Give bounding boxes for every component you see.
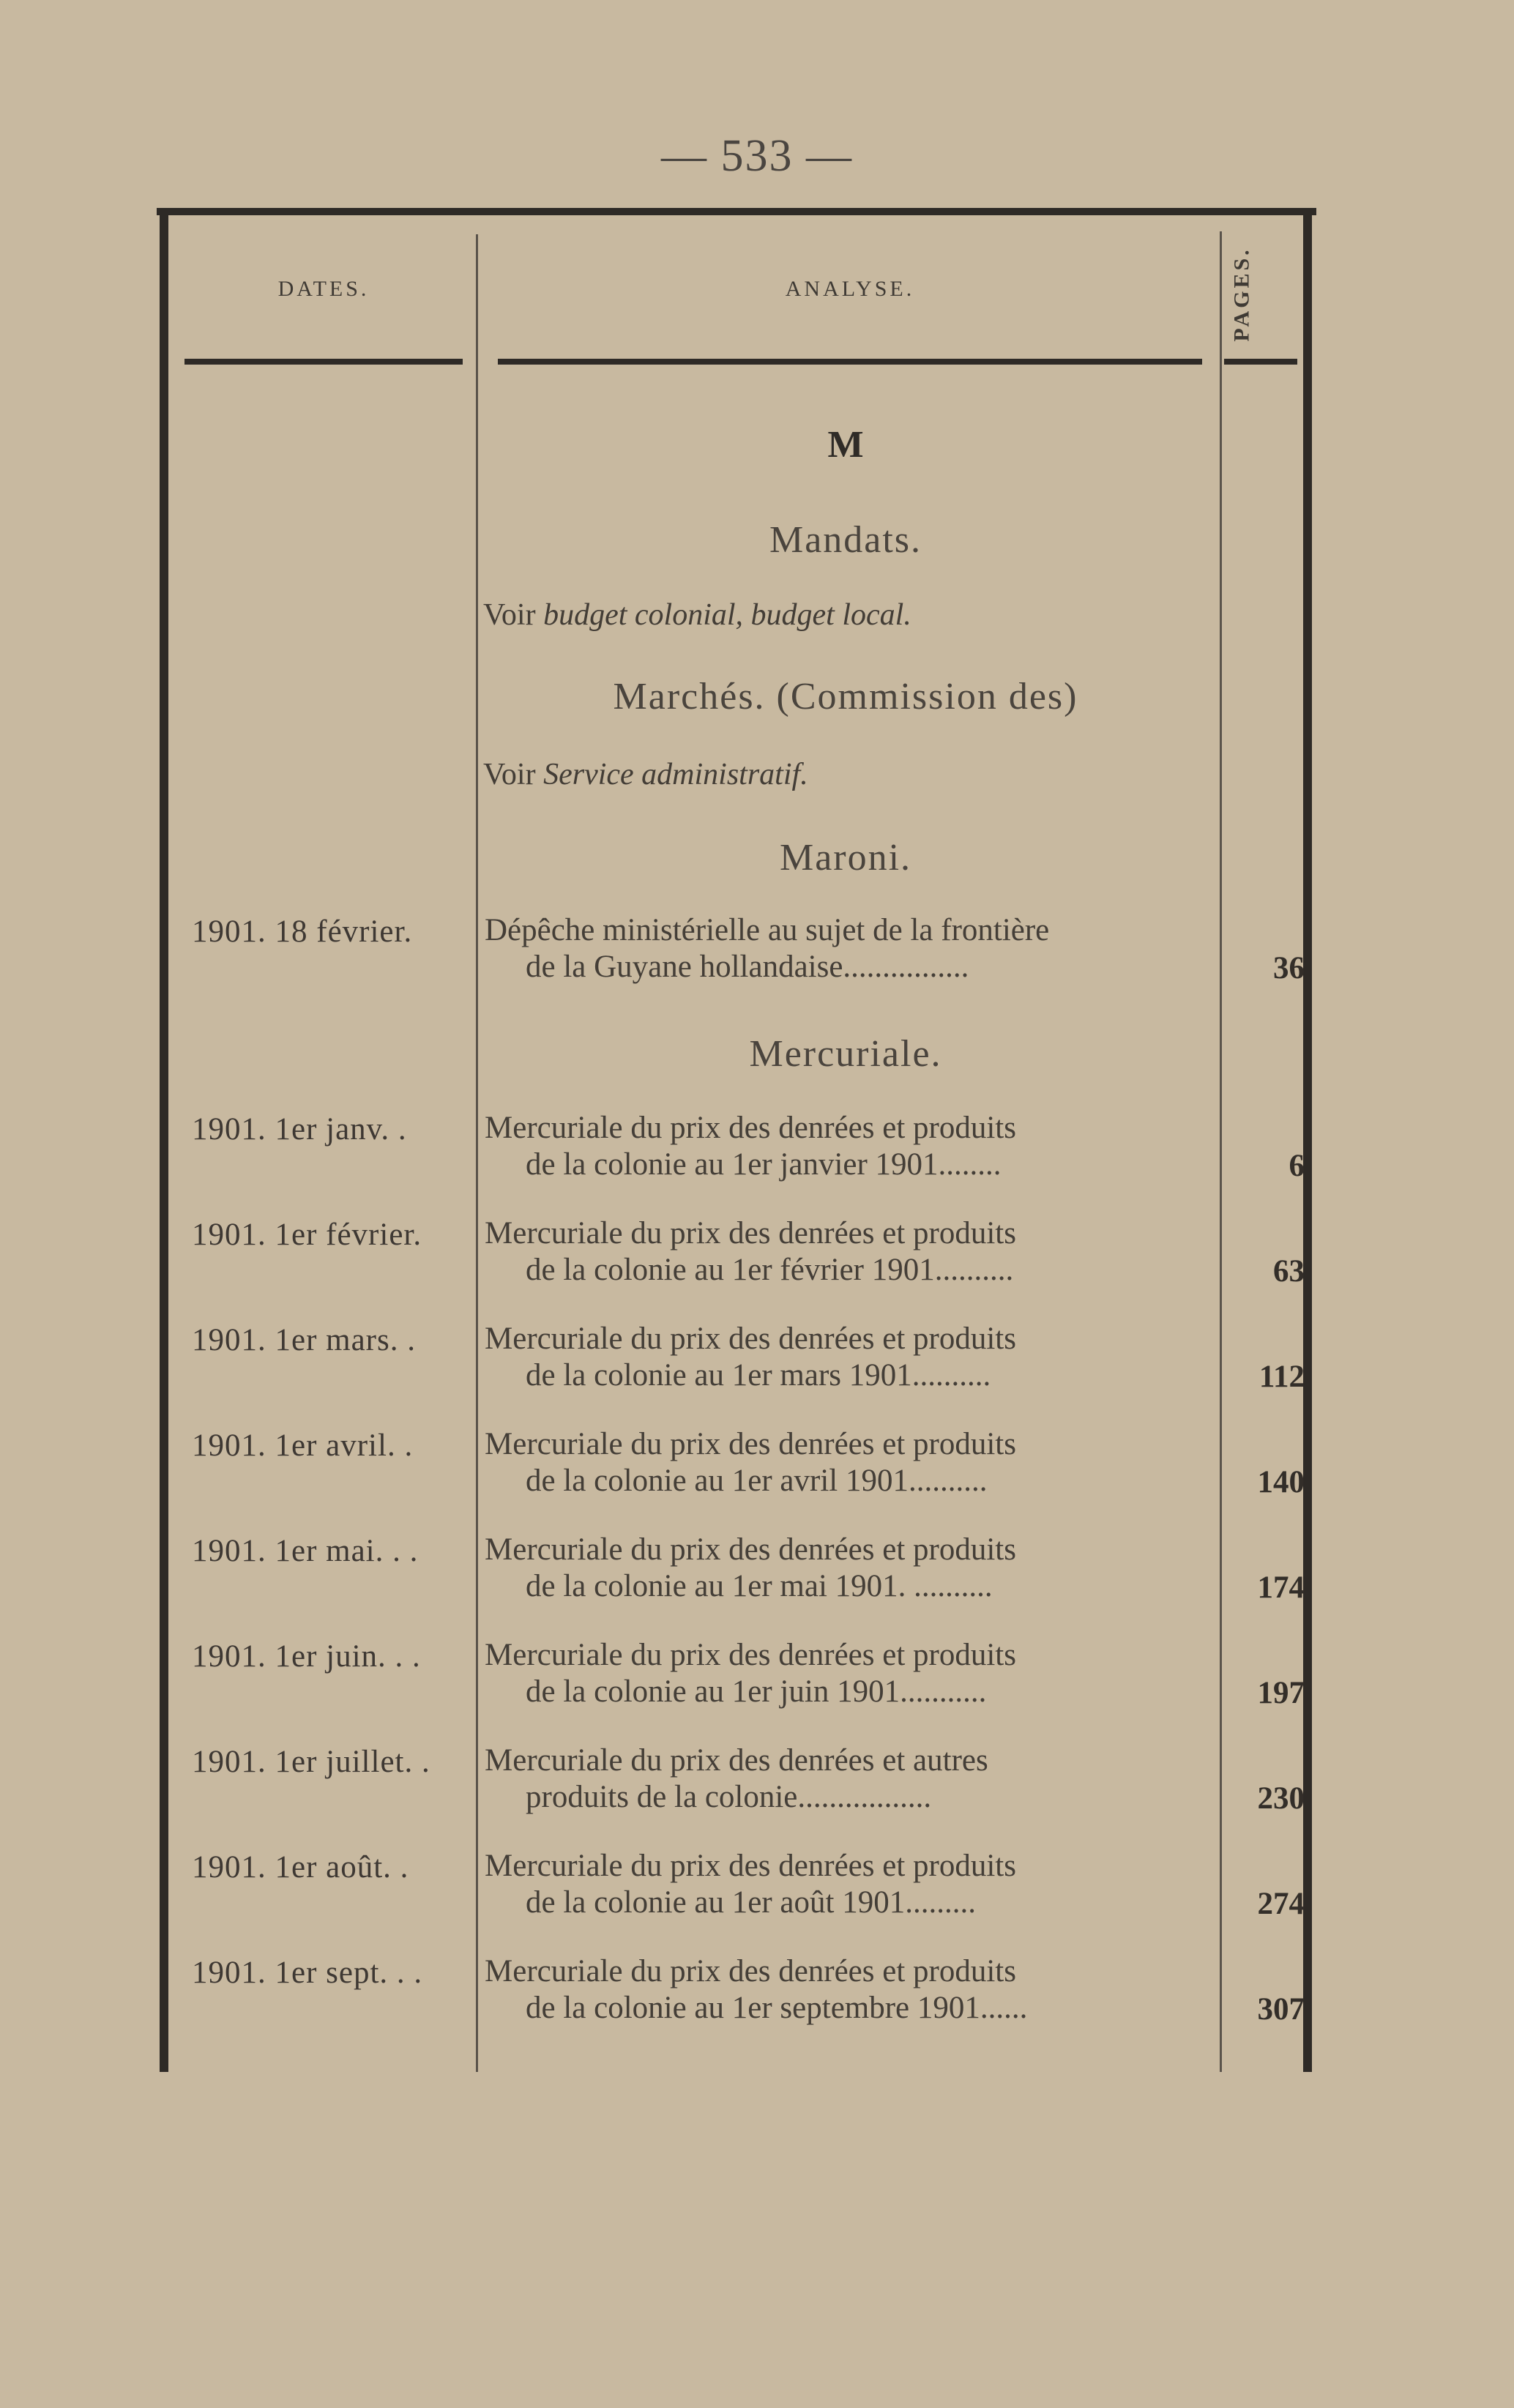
column-divider-dates — [476, 234, 478, 2072]
entry-text: Mercuriale du prix des denrées et autres produits de la colonie................. — [485, 1743, 988, 1814]
entry-text: Mercuriale du prix des denrées et produits de la colonie au 1er mars 1901.......... — [485, 1322, 1016, 1393]
entry-page: 307 — [1257, 1992, 1305, 2027]
entry-date: 1901. 1er mai. . . — [192, 1534, 419, 1568]
entry-date: 1901. 1er sept. . . — [192, 1956, 423, 1990]
entry-date: 1901. 1er avril. . — [192, 1428, 414, 1463]
table-left-rule — [160, 212, 168, 2072]
entry-text: Mercuriale du prix des denrées et produits de la colonie au 1er février 1901.......... — [485, 1216, 1016, 1287]
reference-mandats: Voir budget colonial, budget local. — [483, 598, 911, 632]
heading-mandats: Mandats. — [769, 519, 922, 561]
header-underline-dates — [184, 359, 463, 365]
header-analyse: ANALYSE. — [785, 277, 915, 301]
entry-date: 1901. 1er février. — [192, 1218, 422, 1252]
entry-text: Mercuriale du prix des denrées et produits de la colonie au 1er septembre 1901...... — [485, 1954, 1028, 2025]
heading-maroni: Maroni. — [779, 837, 912, 879]
header-dates: DATES. — [277, 277, 370, 301]
entry-text: Mercuriale du prix des denrées et produits de la colonie au 1er janvier 1901........ — [485, 1111, 1016, 1182]
entry-text: Mercuriale du prix des denrées et produits de la colonie au 1er août 1901......... — [485, 1849, 1016, 1920]
entry-text: Mercuriale du prix des denrées et produits de la colonie au 1er juin 1901........... — [485, 1638, 1016, 1709]
header-underline-pages — [1224, 359, 1297, 365]
entry-page: 197 — [1257, 1676, 1305, 1710]
entry-page: 274 — [1257, 1887, 1305, 1921]
entry-date: 1901. 1er janv. . — [192, 1112, 407, 1147]
entry-page: 174 — [1257, 1570, 1305, 1605]
entry-text: Mercuriale du prix des denrées et produits de la colonie au 1er mai 1901. .......... — [485, 1532, 1016, 1603]
entry-date: 1901. 1er juin. . . — [192, 1639, 421, 1674]
column-divider-pages — [1220, 231, 1222, 2072]
entry-page: 63 — [1273, 1254, 1305, 1289]
entry-page: 6 — [1289, 1149, 1305, 1183]
section-letter: M — [827, 424, 864, 466]
entry-date: 1901. 1er août. . — [192, 1850, 409, 1885]
entry-date: 1901. 1er juillet. . — [192, 1745, 430, 1779]
heading-mercuriale: Mercuriale. — [749, 1033, 942, 1075]
entry-page: 36 — [1273, 951, 1305, 985]
entry-date: 1901. 1er mars. . — [192, 1323, 416, 1357]
header-underline-analyse — [498, 359, 1202, 365]
entry-page: 140 — [1257, 1465, 1305, 1499]
entry-date: 1901. 18 février. — [192, 914, 413, 949]
entry-text: Dépêche ministérielle au sujet de la frontière de la Guyane hollandaise................ — [485, 913, 1050, 984]
entry-text: Mercuriale du prix des denrées et produits de la colonie au 1er avril 1901.......... — [485, 1427, 1016, 1498]
heading-marches: Marchés. (Commission des) — [613, 676, 1078, 717]
header-pages: PAGES. — [1230, 247, 1255, 342]
entry-page: 112 — [1258, 1360, 1305, 1394]
reference-marches: Voir Service administratif. — [483, 758, 808, 791]
page-number: — 533 — — [661, 131, 853, 181]
table-top-rule — [157, 208, 1316, 215]
entry-page: 230 — [1257, 1781, 1305, 1816]
reference-marches-target: Service administratif. — [543, 758, 808, 791]
reference-mandats-target: budget colonial, budget local. — [543, 598, 911, 632]
